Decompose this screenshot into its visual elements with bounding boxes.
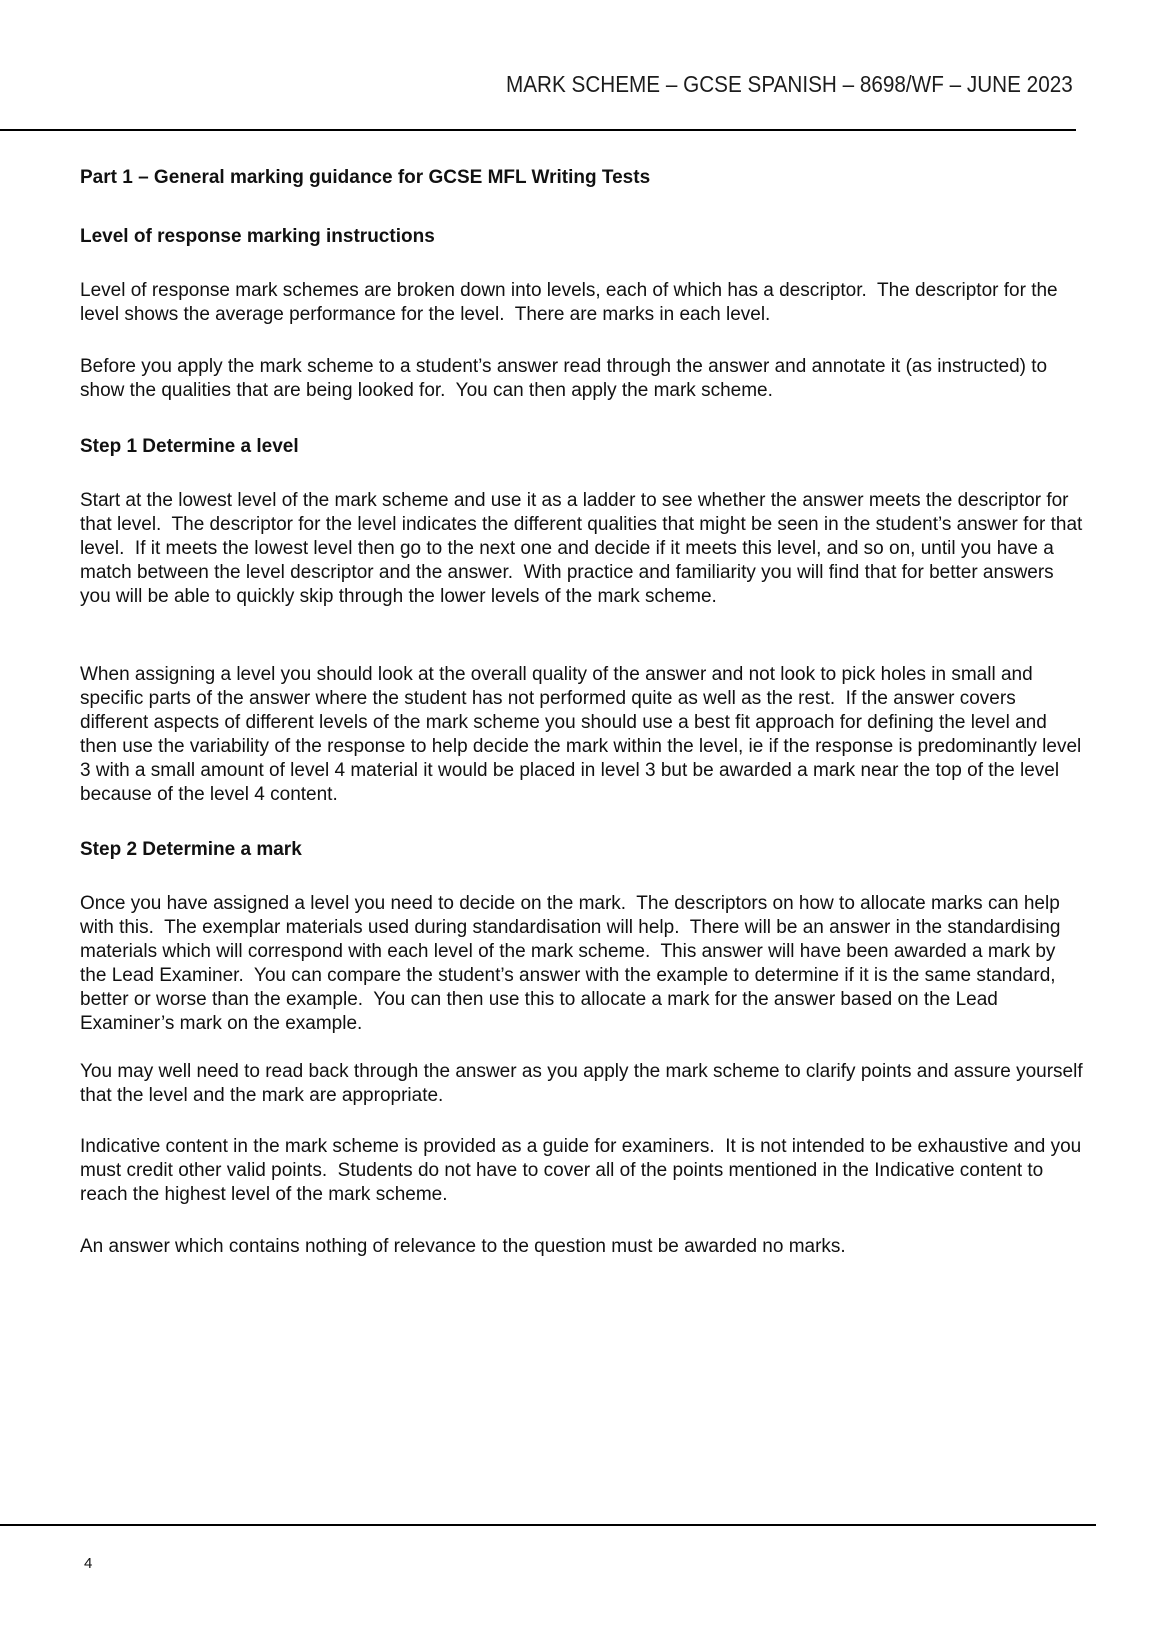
step1-paragraph-2: When assigning a level you should look at the overall quality of the answer and not look to pick holes in small and specific parts of the answer where the student has not performed quite as well as the rest. If the answer covers different aspects of different levels of the mark scheme you should use a best fit approach for defining the level and then use the variability of the response to help decide the mark within the level, ie if the response is predominantly level 3 with a small amount of level 4 material it would be placed in level 3 but be awarded a mark near the top of the level because of the level 4 content.: [80, 664, 1087, 805]
header-title: MARK SCHEME – GCSE SPANISH – 8698/WF – JUNE 2023: [506, 71, 1073, 97]
page-number: 4: [84, 1555, 93, 1572]
step2-paragraph-4: An answer which contains nothing of relevance to the question must be awarded no marks.: [80, 1236, 846, 1257]
step2-paragraph-3: Indicative content in the mark scheme is provided as a guide for examiners. It is not intended to be exhaustive and you must credit other valid points. Students do not have to cover all of the points mentioned in the Indicative content to reach the highest level of the mark scheme.: [80, 1136, 1087, 1205]
part1-heading: Part 1 – General marking guidance for GCSE MFL Writing Tests: [80, 167, 651, 188]
footer-rule: [0, 1524, 1096, 1526]
intro-paragraph-1: Level of response mark schemes are broken down into levels, each of which has a descriptor. The descriptor for the level shows the average performance for the level. There are marks in each level.: [80, 280, 1063, 325]
step1-paragraph-1: Start at the lowest level of the mark scheme and use it as a ladder to see whether the answer meets the descriptor for that level. The descriptor for the level indicates the different qualities that might be seen in the student’s answer for that level. If it meets the lowest level then go to the next one and decide if it meets this level, and so on, until you have a match between the level descriptor and the answer. With practice and familiarity you will find that for better answers you will be able to quickly skip through the lower levels of the mark scheme.: [80, 490, 1088, 607]
step2-heading: Step 2 Determine a mark: [80, 839, 302, 860]
header-rule: [0, 129, 1076, 131]
level-of-response-heading: Level of response marking instructions: [80, 226, 435, 247]
intro-paragraph-2: Before you apply the mark scheme to a student’s answer read through the answer and annotate it (as instructed) to show the qualities that are being looked for. You can then apply the mark scheme.: [80, 356, 1053, 401]
step1-heading: Step 1 Determine a level: [80, 436, 299, 457]
step2-paragraph-2: You may well need to read back through the answer as you apply the mark scheme to clarify points and assure yourself that the level and the mark are appropriate.: [80, 1061, 1088, 1106]
step2-paragraph-1: Once you have assigned a level you need to decide on the mark. The descriptors on how to allocate marks can help with this. The exemplar materials used during standardisation will help. There will be an answer in the standardising materials which will correspond with each level of the mark scheme. This answer will have been awarded a mark by the Lead Examiner. You can compare the student’s answer with the example to determine if it is the same standard, better or worse than the example. You can then use this to allocate a mark for the answer based on the Lead Examiner’s mark on the example.: [80, 893, 1066, 1034]
